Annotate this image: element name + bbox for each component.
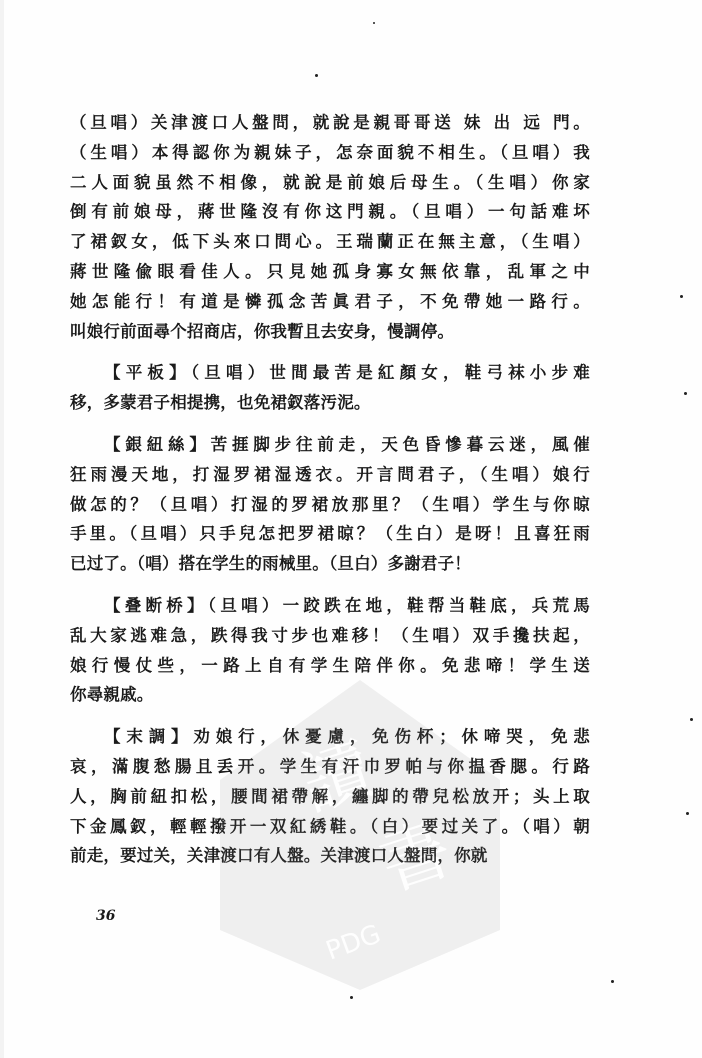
text-line: 二人面貌虽然不相像，就說是前娘后母生。（生唱）你家 — [70, 172, 590, 192]
text-line: 【末調】劝娘行，休憂慮，免伤杯；休啼哭，免悲 — [104, 727, 590, 747]
watermark-glyph-1: 讀 — [289, 726, 382, 827]
text-line: 移，多蒙君子相提携，也免裙釵落汚泥。 — [70, 393, 371, 413]
text-line: 娘行慢仗些，一路上自有学生陪伴你。免悲啼！学生送 — [70, 655, 590, 675]
scan-speck — [611, 980, 614, 983]
text-line: 【平板】（旦唱）世間最苦是紅顏女，鞋弓袜小步难 — [104, 363, 590, 383]
text-line: 狂雨漫天地，打湿罗裙湿透衣。开言問君子，（生唱）娘行 — [70, 464, 590, 484]
watermark-label: PDG — [322, 919, 385, 967]
scan-edge — [0, 0, 4, 1058]
scan-speck — [686, 812, 689, 815]
text-line: 你尋親戚。 — [70, 685, 154, 705]
scan-speck — [350, 996, 353, 999]
text-line: （生唱）本得認你为親妹子，怎奈面貌不相生。（旦唱）我 — [70, 142, 590, 162]
scan-speck — [680, 295, 683, 298]
text-line: 乱大家逃难急，跌得我寸步也难移！（生唱）双手攙扶起， — [70, 625, 590, 645]
text-line: 蔣世隆偸眼看佳人。只見她孤身寡女無依靠，乱軍之中 — [70, 261, 590, 281]
text-line: 做怎的？（旦唱）打湿的罗裙放那里？（生唱）学生与你晾 — [70, 494, 590, 514]
text-line: 了裙釵女，低下头來口問心。王瑞蘭正在無主意，（生唱） — [70, 232, 590, 252]
text-line: 【銀紐絲】苦捱脚步往前走，天色昏慘暮云迷，風催 — [104, 434, 590, 454]
text-line: 【叠断桥】（旦唱）一跤跌在地，鞋帮当鞋底，兵荒馬 — [104, 595, 590, 615]
paragraph — [70, 108, 590, 346]
watermark-glyph-2: 書 — [369, 806, 462, 907]
paragraph — [70, 430, 590, 579]
scan-speck — [690, 718, 693, 721]
scan-speck — [373, 22, 375, 24]
text-line: 下金鳳釵，輕輕撥开一双紅綉鞋。（白）要过关了。（唱）朝 — [70, 816, 590, 836]
text-line: 已过了。（唱）搭在学生的雨械里。（旦白）多謝君子！ — [70, 554, 471, 574]
page-number: 36 — [96, 908, 116, 924]
text-line: 她怎能行！有道是憐孤念苦眞君子，不免帶她一路行。 — [70, 291, 590, 311]
paragraph — [70, 722, 590, 871]
text-line: 人，胸前紐扣松，腰間裙帶解，纏脚的帶兒松放开；头上取 — [70, 786, 590, 806]
scan-speck — [684, 392, 687, 395]
paragraph — [70, 591, 590, 710]
text-line: 叫娘行前面尋个招商店，你我暫且去安身，慢調停。 — [70, 321, 455, 341]
body-text — [70, 108, 590, 883]
text-line: 前走，要过关，关津渡口有人盤。关津渡口人盤問，你就 — [70, 846, 488, 866]
text-line: （旦唱）关津渡口人盤問，就說是親哥哥送 妹 出 远 門。 — [70, 113, 590, 132]
scan-speck — [315, 74, 318, 77]
paragraph — [70, 358, 590, 418]
text-line: 倒有前娘母，蔣世隆沒有你这門親。（旦唱）一句話难坏 — [70, 202, 590, 222]
text-line: 哀，滿腹愁腸且丢开。学生有汗巾罗帕与你揾香腮。行路 — [70, 756, 590, 776]
text-line: 手里。（旦唱）只手兒怎把罗裙晾？（生白）是呀！且喜狂雨 — [70, 524, 590, 544]
